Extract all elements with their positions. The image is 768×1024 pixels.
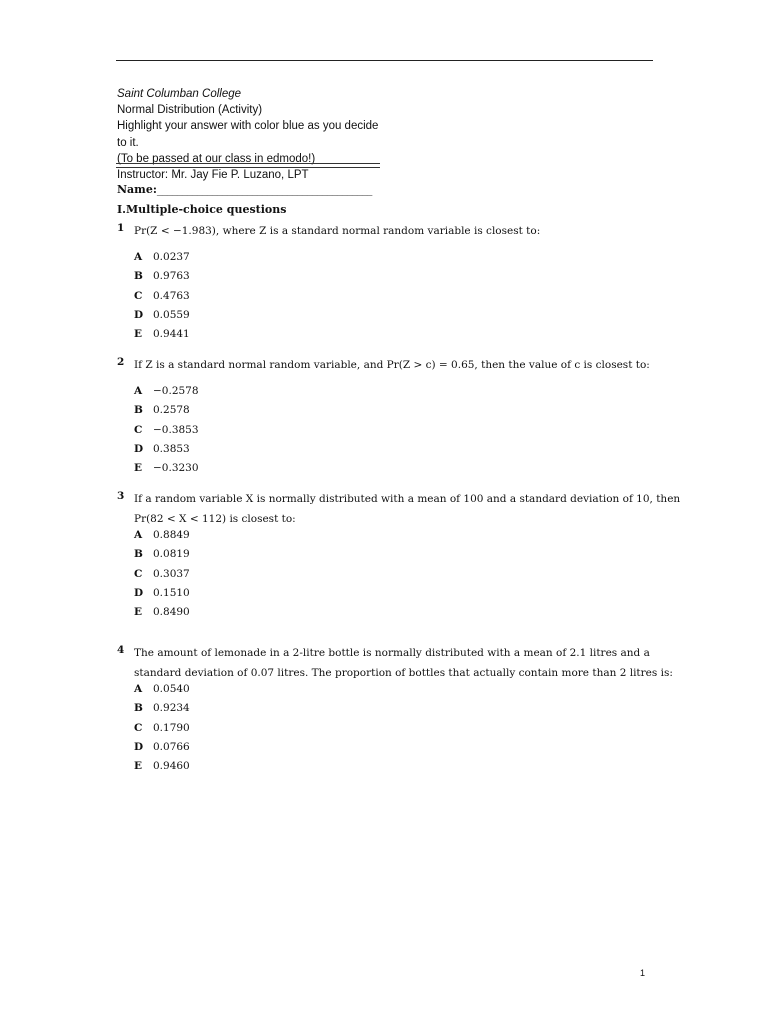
college-name: Saint Columban College	[117, 88, 242, 100]
option-a[interactable]: A 0.0237	[134, 251, 190, 263]
question-number: 2	[117, 356, 125, 368]
option-b[interactable]: B 0.0819	[134, 548, 190, 561]
question-text	[134, 356, 656, 376]
option-c[interactable]: C −0.3853	[134, 423, 199, 436]
name-field[interactable]	[117, 183, 372, 196]
option-d[interactable]: D 0.0766	[134, 740, 190, 753]
name-blank[interactable]: ___________________________________________	[156, 183, 372, 196]
question-line: If a random variable X is normally distributed with a mean of 100 and a standard deviation of 10, then	[134, 493, 681, 505]
option-b[interactable]: B 0.2578	[134, 404, 190, 417]
document-header	[117, 86, 381, 183]
option-c[interactable]: C 0.4763	[134, 289, 190, 302]
submission-note: (To be passed at our class in edmodo!)	[117, 152, 316, 165]
option-c[interactable]: C 0.1790	[134, 721, 190, 734]
question-text	[134, 490, 681, 529]
question-text	[134, 222, 656, 242]
question-line: Pr(82 < X < 112) is closest to:	[134, 512, 296, 525]
option-list	[134, 382, 199, 478]
option-list	[134, 526, 190, 622]
option-a[interactable]: A −0.2578	[134, 385, 199, 397]
question-line: If Z is a standard normal random variable, and Pr(Z > c) = 0.65, then the value of c is closest to:	[134, 359, 650, 371]
option-b[interactable]: B 0.9234	[134, 702, 190, 715]
header-double-rule	[116, 163, 380, 168]
instructor-name: Instructor: Mr. Jay Fie P. Luzano, LPT	[117, 169, 309, 182]
option-e[interactable]: E 0.9441	[134, 328, 190, 341]
option-e[interactable]: E 0.9460	[134, 760, 190, 773]
option-e[interactable]: E −0.3230	[134, 462, 199, 475]
option-d[interactable]: D 0.3853	[134, 442, 190, 455]
option-d[interactable]: D 0.1510	[134, 586, 190, 599]
option-a[interactable]: A 0.8849	[134, 529, 190, 541]
question-number: 3	[117, 490, 125, 502]
option-b[interactable]: B 0.9763	[134, 270, 190, 283]
question-number: 1	[117, 222, 125, 234]
name-label: Name:	[117, 183, 157, 196]
question-line: Pr(Z < −1.983), where Z is a standard normal random variable is closest to:	[134, 225, 541, 237]
option-a[interactable]: A 0.0540	[134, 683, 190, 695]
option-c[interactable]: C 0.3037	[134, 567, 190, 580]
activity-title: Normal Distribution (Activity)	[117, 104, 263, 117]
question-line: standard deviation of 0.07 litres. The proportion of bottles that actually contain more than 2 litres is:	[134, 666, 673, 679]
page-number: 1	[640, 968, 646, 978]
option-e[interactable]: E 0.8490	[134, 606, 190, 619]
top-rule	[116, 60, 653, 61]
option-list	[134, 680, 190, 776]
instruction-text: Highlight your answer with color blue as you decide to it.	[117, 120, 379, 149]
question-text	[134, 644, 673, 683]
question-number: 4	[117, 644, 125, 656]
question-line: The amount of lemonade in a 2-litre bottle is normally distributed with a mean of 2.1 litres and a	[134, 647, 650, 659]
option-d[interactable]: D 0.0559	[134, 308, 190, 321]
section-title: I.Multiple-choice questions	[117, 203, 287, 216]
option-list	[134, 248, 190, 344]
